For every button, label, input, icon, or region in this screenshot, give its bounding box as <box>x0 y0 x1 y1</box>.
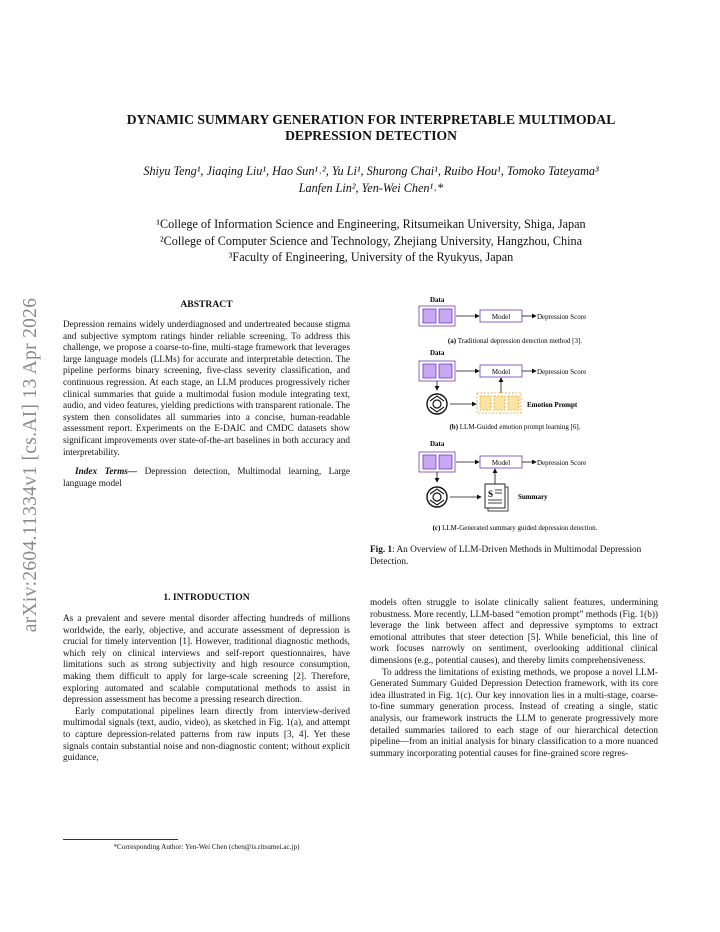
authors-line-1: Shiyu Teng¹, Jiaqing Liu¹, Hao Sun¹˒², Yu Li¹, Shurong Chai¹, Ruibo Hou¹, Tomoko Tateyama³ <box>143 164 599 178</box>
llm-icon <box>427 394 447 414</box>
introduction-heading: 1. INTRODUCTION <box>163 592 250 603</box>
index-terms <box>63 467 350 490</box>
summary-doc-icon <box>485 484 508 511</box>
subcaption-b: (b) LLM-Guided emotion prompt learning [6]. <box>449 423 581 431</box>
arxiv-stamp-text: arXiv:2604.11334v1 [cs.AI] 13 Apr 2026 <box>20 297 41 633</box>
paper-title <box>60 112 682 143</box>
title-line-2: DEPRESSION DETECTION <box>285 127 457 143</box>
model-label: Model <box>491 459 511 467</box>
subcaption-a: (a) Traditional depression detection method [3]. <box>447 337 583 345</box>
score-label: Depression Score <box>537 313 587 321</box>
model-label: Model <box>491 368 511 376</box>
figure-panel-a <box>419 296 586 345</box>
data-label: Data <box>430 349 445 357</box>
index-terms-text: Depression detection, Multimodal learning, Large language model <box>63 467 350 489</box>
svg-text:S: S <box>488 489 494 499</box>
prompt-block <box>494 396 505 410</box>
footnote: *Corresponding Author: Yen-Wei Chen (chen@is.ritsumei.ac.jp) <box>113 843 300 851</box>
right-paragraph-2: To address the limitations of existing methods, we propose a novel LLM-Generated Summary Guided Depression Detection framework, with its core idea illustrated in Fig. 1(c). Our key innovation lies in a multi-stage, coarse-to-fine summary generation process. Instead of creating a single, static analysis, our framework instructs the LLM to generate progressively more detailed summaries tailored to each stage of our hierarchical detection pipeline—from an initial analysis for binary classification to a more nuanced summary incorporating potential causes for fine-grained score regres- <box>370 667 658 759</box>
data-block <box>423 455 436 469</box>
data-block <box>439 309 452 323</box>
figure-caption-text: : An Overview of LLM-Driven Methods in Multimodal Depression Detection. <box>370 545 642 567</box>
data-label: Data <box>430 296 445 304</box>
llm-icon <box>427 487 447 507</box>
subcaption-c: (c) LLM-Generated summary guided depression detection. <box>432 524 598 532</box>
authors-line-2: Lanfen Lin², Yen-Wei Chen¹˒* <box>298 181 444 195</box>
data-block <box>439 364 452 378</box>
intro-paragraph-2: Early computational pipelines learn directly from interview-derived multimodal signals (text, audio, video), as sketched in Fig. 1(a), and attempt to capture depression-related patterns from raw inputs [3, 4]. Yet these signals contain substantial noise and non-diagnostic content; without explicit guidance, <box>63 706 350 764</box>
data-block <box>423 364 436 378</box>
model-label: Model <box>491 313 511 321</box>
right-paragraph-1: models often struggle to isolate clinically salient features, undermining robustness. More recently, LLM-based “emotion prompt” methods (Fig. 1(b)) leverage the link between affect and depressive symptoms to extract emotional attributes that steer detection [5]. While beneficial, this line of work focuses narrowly on sentiment, overlooking additional clinical dimensions (e.g., potential causes), and thereby limits comprehensiveness. <box>370 598 658 666</box>
title-line-1: DYNAMIC SUMMARY GENERATION FOR INTERPRETABLE MULTIMODAL <box>126 112 616 127</box>
prompt-block <box>508 396 519 410</box>
affiliation-2: ²College of Computer Science and Technology, Zhejiang University, Hangzhou, China <box>159 233 583 248</box>
figure-caption <box>370 545 660 568</box>
introduction-body <box>63 614 350 765</box>
abstract-body <box>63 320 350 490</box>
figure-caption-tag: Fig. 1 <box>370 545 393 555</box>
affiliation-1: ¹College of Information Science and Engineering, Ritsumeikan University, Shiga, Japan <box>156 217 586 231</box>
summary-label: Summary <box>518 493 548 501</box>
affiliations <box>60 216 682 266</box>
score-label: Depression Score <box>537 368 587 376</box>
footnote-rule <box>63 839 178 840</box>
figure-panel-b <box>419 349 586 431</box>
arxiv-stamp <box>14 230 48 700</box>
emotion-prompt-label: Emotion Prompt <box>527 401 578 409</box>
score-label: Depression Score <box>537 459 587 467</box>
index-terms-label: Index Terms— <box>75 467 138 478</box>
affiliation-3: ³Faculty of Engineering, University of the Ryukyus, Japan <box>228 250 514 264</box>
abstract-text: Depression remains widely underdiagnosed and undertreated because stigma and subjective symptom ratings hinder reliable screening. To address this challenge, we propose a coarse-to-fine, multi-stage framework that leverages large language models (LLMs) for accurate and interpretable detection. The pipeline performs binary screening, five-class severity classification, and continuous regression. At each stage, an LLM produces progressively richer clinical summaries that guide a multimodal fusion module integrating text, audio, and video features, yielding predictions with transparent rationale. The system then consolidates all summaries into a concise, human-readable assessment report. Experiments on the E-DAIC and CMDC datasets show significant improvements over state-of-the-art baselines in both accuracy and interpretability. <box>63 320 351 458</box>
prompt-block <box>480 396 491 410</box>
intro-paragraph-1: As a prevalent and severe mental disorder affecting hundreds of millions worldwide, the early, objective, and accurate assessment of depression is crucial for timely intervention [1]. However, traditional diagnostic methods, which rely on clinical interviews and self-report questionnaires, have limitations such as strong subjectivity and high resource consumption, making them difficult to apply for large-scale screening [2]. Therefore, exploring automated and scalable computational methods to assist in depression assessment has become a pressing research direction. <box>63 614 350 706</box>
abstract-heading: ABSTRACT <box>180 299 233 310</box>
author-list <box>60 163 682 197</box>
data-block <box>439 455 452 469</box>
data-label: Data <box>430 440 445 448</box>
figure-panel-c <box>419 440 598 532</box>
data-block <box>423 309 436 323</box>
figure-1 <box>370 293 660 538</box>
right-column-body <box>370 598 658 760</box>
